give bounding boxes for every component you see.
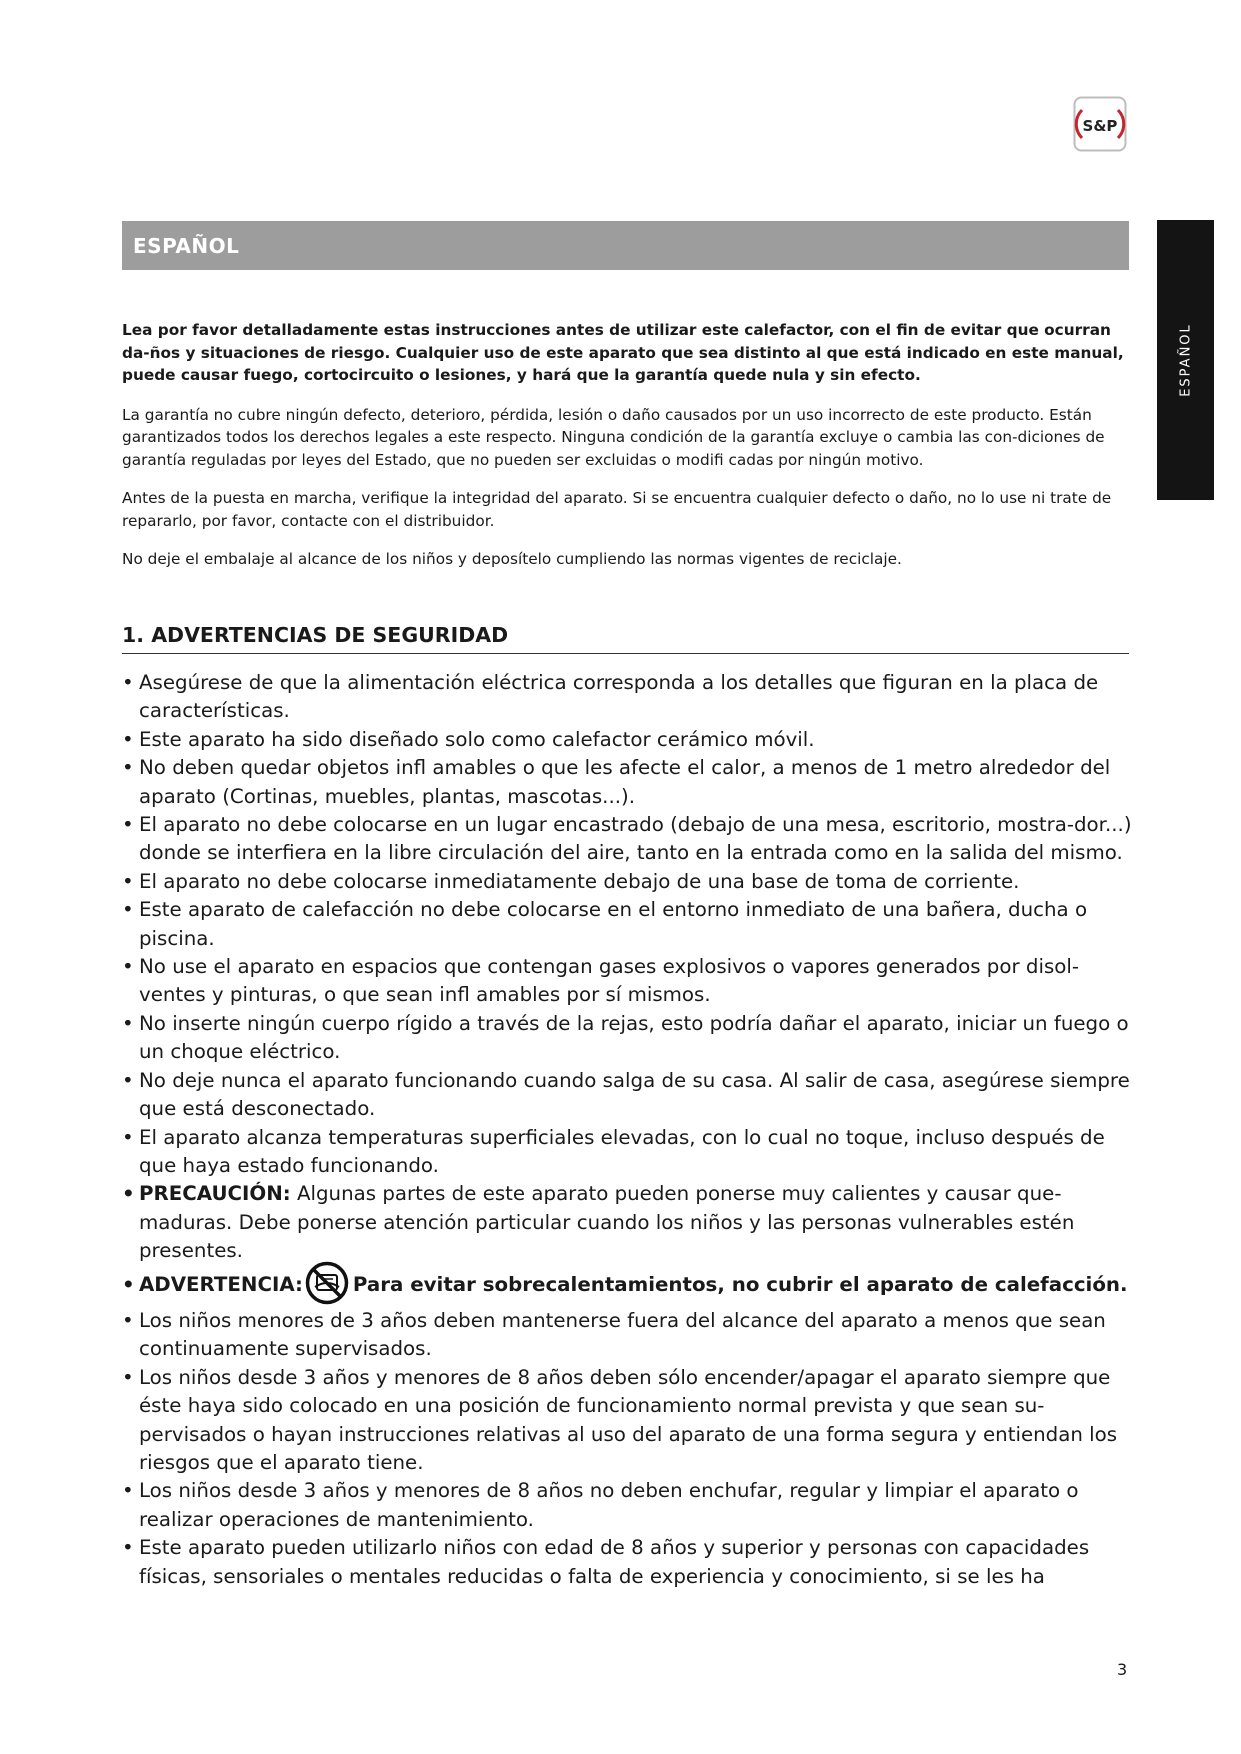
precaution-text: Algunas partes de este aparato pueden ponerse muy calientes y causar que-maduras. Debe ponerse atención particular cuando los niños y las personas vulnerables estén presentes. (139, 1182, 1075, 1263)
intro-lead-paragraph: Lea por favor detalladamente estas instrucciones antes de utilizar este calefactor, con el fin de evitar que ocurran da-ños y situaciones de riesgo. Cualquier uso de este aparato que sea distinto al que está indicado en este manual, puede causar fuego, cortocircuito o lesiones, y hará que la garantía quede nula y sin efecto. (122, 321, 1124, 384)
list-item (122, 669, 1144, 726)
list-item (122, 726, 1144, 754)
list-item-text: Este aparato pueden utilizarlo niños con edad de 8 años y superior y personas con capacidades físicas, sensoriales o mentales reducidas o falta de experiencia y conocimiento, si se les ha (139, 1536, 1090, 1588)
language-header-bar (122, 221, 1129, 270)
list-item (122, 754, 1144, 811)
bullet-icon: • (122, 1125, 134, 1149)
list-item-text: Los niños desde 3 años y menores de 8 años no deben enchufar, regular y limpiar el aparato o realizar operaciones de mantenimiento. (139, 1479, 1079, 1531)
list-item-text: Este aparato ha sido diseñado solo como calefactor cerámico móvil. (139, 727, 815, 751)
list-item (122, 1534, 1144, 1591)
safety-warnings-list (122, 669, 1144, 1591)
list-item (122, 896, 1144, 953)
list-item-text: No use el aparato en espacios que contengan gases explosivos o vapores generados por disol-ventes y pinturas, o que sean infl amables por sí mismos. (139, 955, 1079, 1007)
list-item (122, 1477, 1144, 1534)
bullet-icon: • (122, 898, 134, 922)
packaging-paragraph: No deje el embalaje al alcance de los niños y deposítelo cumpliendo las normas vigentes de reciclaje. (122, 550, 902, 568)
list-item (122, 1067, 1144, 1124)
list-item-text: No deje nunca el aparato funcionando cuando salga de su casa. Al salir de casa, asegúrese siempre que está desconectado. (139, 1068, 1130, 1121)
list-item-text: El aparato no debe colocarse inmediatamente debajo de una base de toma de corriente. (139, 869, 1020, 893)
bullet-icon: • (122, 813, 134, 837)
list-item (122, 953, 1144, 1010)
bullet-icon: • (122, 1011, 134, 1035)
page-number: 3 (1117, 1660, 1128, 1679)
section-title: 1. ADVERTENCIAS DE SEGURIDAD (122, 623, 1129, 654)
bullet-icon: • (122, 1365, 134, 1389)
list-item (122, 1010, 1144, 1067)
side-tab-label: ESPAÑOL (1178, 323, 1193, 397)
warranty-paragraph: La garantía no cubre ningún defecto, deterioro, pérdida, lesión o daño causados por un uso incorrecto de este producto. Están garantizados todos los derechos legales a este respecto. Ninguna condición de la garantía excluye o cambia las con-diciones de garantía reguladas por leyes del Estado, que no pueden ser excluidas o modifi cadas por ningún motivo. (122, 405, 1105, 469)
do-not-cover-icon (305, 1261, 349, 1305)
list-item-text: No inserte ningún cuerpo rígido a través de la rejas, esto podría dañar el aparato, iniciar un fuego o un choque eléctrico. (139, 1011, 1129, 1064)
bullet-icon: • (122, 1068, 134, 1092)
logo-text: S&P (1082, 117, 1118, 135)
list-item-text: No deben quedar objetos infl amables o que les afecte el calor, a menos de 1 metro alrededor del aparato (Cortinas, muebles, plantas, mascotas...). (139, 756, 1111, 808)
precaution-label: PRECAUCIÓN: (139, 1182, 291, 1206)
bullet-icon: • (122, 671, 134, 694)
inspection-paragraph: Antes de la puesta en marcha, verifique la integridad del aparato. Si se encuentra cualquier defecto o daño, no lo use ni trate de repararlo, por favor, contacte con el distribuidor. (122, 489, 1112, 530)
language-side-tab (1157, 220, 1214, 500)
language-header-title: ESPAÑOL (133, 234, 240, 258)
bullet-icon: • (122, 1536, 134, 1560)
list-item (122, 811, 1144, 868)
list-item (122, 1124, 1144, 1181)
bullet-icon: • (122, 727, 134, 751)
list-item-text: El aparato alcanza temperaturas superficiales elevadas, con lo cual no toque, incluso después de que haya estado funcionando. (139, 1125, 1105, 1177)
bullet-icon: • (122, 756, 134, 780)
intro-section (122, 319, 1132, 587)
warning-label: ADVERTENCIA: (139, 1272, 303, 1296)
warning-item (122, 1271, 1144, 1299)
bullet-icon: • (122, 1308, 134, 1332)
list-item (122, 1364, 1144, 1478)
sp-logo (1073, 96, 1127, 152)
bullet-icon: • (122, 955, 134, 979)
list-item-text: Asegúrese de que la alimentación eléctrica corresponda a los detalles que figuran en la placa de características. (139, 671, 1099, 723)
bullet-icon: • (122, 1479, 134, 1503)
precaution-item (122, 1180, 1144, 1265)
list-item-text: El aparato no debe colocarse en un lugar encastrado (debajo de una mesa, escritorio, mostra-dor...) donde se interfiera en la libre circulación del aire, tanto en la entrada como en la salida del mismo. (139, 813, 1132, 865)
bullet-icon: • (122, 1272, 135, 1296)
bullet-icon: • (122, 1182, 135, 1206)
bullet-icon: • (122, 869, 134, 893)
list-item (122, 1307, 1144, 1364)
list-item-text: Los niños desde 3 años y menores de 8 años deben sólo encender/apagar el aparato siempre que éste haya sido colocado en una posición de funcionamiento normal prevista y que sean su-pervisados o hayan instrucciones relativas al uso del aparato de una forma segura y entiendan los riesgos que el aparato tiene. (139, 1365, 1118, 1474)
list-item-text: Los niños menores de 3 años deben mantenerse fuera del alcance del aparato a menos que sean continuamente supervisados. (139, 1308, 1106, 1361)
list-item (122, 868, 1144, 896)
warning-text: Para evitar sobrecalentamientos, no cubrir el aparato de calefacción. (352, 1272, 1128, 1296)
list-item-text: Este aparato de calefacción no debe colocarse en el entorno inmediato de una bañera, ducha o piscina. (139, 898, 1088, 950)
